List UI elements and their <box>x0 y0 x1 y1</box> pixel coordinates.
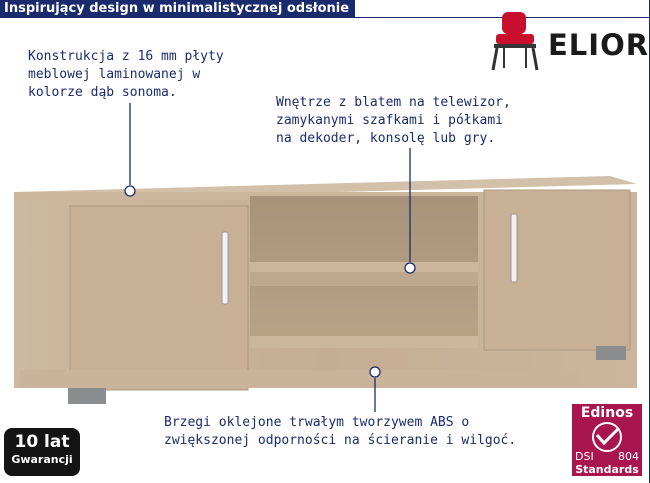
certificate-emblem-icon <box>572 421 642 453</box>
interior-callout-line-2: zamykanymi szafkami i półkami <box>276 113 503 128</box>
page-title-banner: Inspirujący design w minimalistycznej odsłonie <box>0 0 355 17</box>
cabinet-foot-left <box>68 388 106 404</box>
certificate-code <box>575 451 639 463</box>
board-callout-line-3: kolorze dąb sonoma. <box>28 85 177 100</box>
right-door-handle <box>511 214 517 282</box>
edinos-certificate-badge <box>572 404 642 476</box>
interior-callout-line-1: Wnętrze z blatem na telewizor, <box>276 95 511 110</box>
edges-callout-line-2: zwiększonej odporności na ścieranie i wilgoć. <box>164 433 517 448</box>
edges-callout-line-1: Brzegi oklejone trwałym tworzywem ABS o <box>164 415 470 430</box>
interior-callout-line-3: na dekoder, konsolę lub gry. <box>276 131 496 146</box>
interior-callout <box>276 94 511 148</box>
right-door <box>484 190 630 350</box>
warranty-label: Gwarancji <box>11 453 73 466</box>
cabinet-foot-right <box>596 346 626 360</box>
certificate-brand: Edinos <box>580 405 634 421</box>
warranty-years: 10 lat <box>14 432 70 452</box>
left-door-handle <box>222 232 228 304</box>
elior-logo-text: ELIOR <box>548 28 650 62</box>
board-callout-line-1: Konstrukcja z 16 mm płyty <box>28 49 224 64</box>
certificate-code-right: 804 <box>618 450 639 463</box>
edges-callout <box>164 414 516 450</box>
edges-leader-dot <box>370 367 380 377</box>
interior-leader-dot <box>405 263 415 273</box>
warranty-badge <box>4 428 80 476</box>
bottom-panel <box>250 336 478 348</box>
board-callout <box>28 48 224 102</box>
cabinet-base <box>20 370 580 388</box>
left-door <box>70 206 248 390</box>
middle-shelf-edge <box>250 272 478 286</box>
board-callout-line-2: meblowej laminowanej w <box>28 67 201 82</box>
board-leader-dot <box>125 186 135 196</box>
certificate-code-left: DSI <box>575 450 594 463</box>
certificate-label: Standards <box>575 463 639 476</box>
chair-icon <box>488 10 544 72</box>
